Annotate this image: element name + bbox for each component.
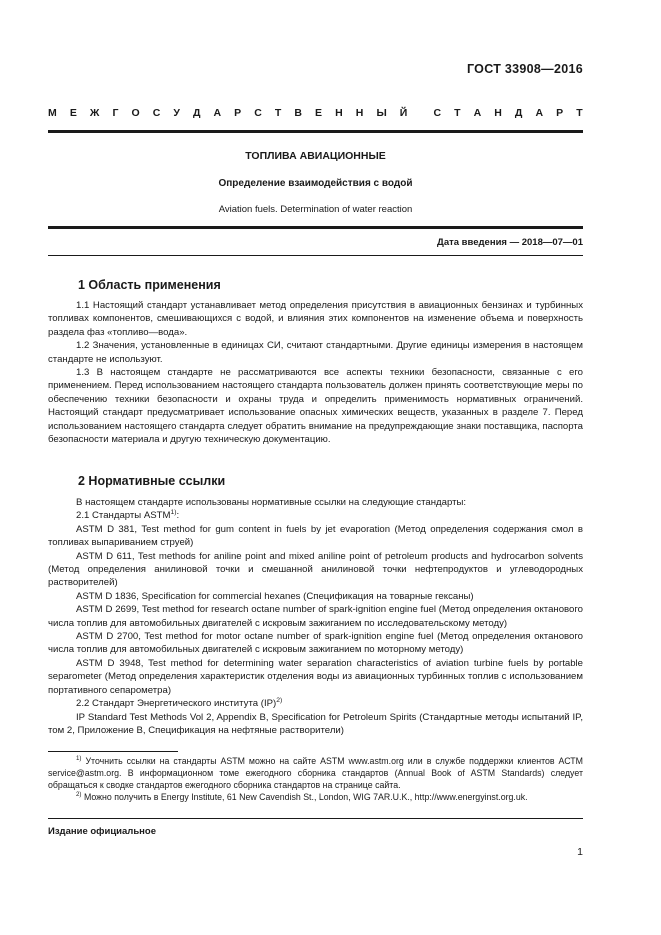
- section-2-intro: В настоящем стандарте использованы нормативные ссылки на следующие стандарты:: [76, 497, 467, 508]
- standard-number: ГОСТ 33908—2016: [466, 62, 583, 76]
- section-1-body: [48, 299, 583, 446]
- interstate-letter: Д: [192, 107, 201, 119]
- footnotes: [48, 755, 583, 803]
- reference-item: IP Standard Test Methods Vol 2, Appendix B, Specification for Petroleum Spirits (Стандартные методы испытаний IP, том 2, Приложение В, Спецификация на нефтяные растворители): [48, 711, 583, 736]
- interstate-letter: Р: [556, 107, 564, 119]
- interstate-letter: Ж: [89, 107, 100, 119]
- paragraph-1-2: 1.2 Значения, установленные в единицах СИ, считают стандартными. Другие единицы измерения в настоящем стандарте не используют.: [48, 340, 583, 365]
- footnote-1: [48, 755, 583, 791]
- paragraph-1-3: 1.3 В настоящем стандарте не рассматриваются все аспекты техники безопасности, связанные с его применением. Перед использованием настоящего стандарта пользователь должен принять соответствующие меры по обеспечению техники безопасности и охраны труда и определить применимость нормативных ограничений. Настоящий стандарт предусматривает использование опасных химических веществ, указанных в разделе 7. Перед использованием настоящего стандарта следует обратить внимание на предупреждающие знаки поставщика, паспорта безопасности материала и другую техническую документацию.: [48, 367, 583, 446]
- reference-item: ASTM D 2699, Test method for research octane number of spark-ignition engine fuel (Метод определения октанового числа топлив для автомобильных двигателей с искровым зажиганием по исследовательскому методу): [48, 604, 583, 629]
- document-title: ТОПЛИВА АВИАЦИОННЫЕ: [245, 150, 386, 162]
- subsection-2-2: [48, 697, 583, 710]
- section-1-heading: 1 Область применения: [78, 278, 221, 292]
- interstate-letter: М: [48, 107, 57, 119]
- subsection-2-2-label: 2.2 Стандарт Энергетического института (IP): [76, 698, 277, 710]
- interstate-letter: Т: [576, 107, 583, 119]
- subsection-2-1: [48, 509, 583, 522]
- interstate-letter: Н: [335, 107, 343, 119]
- interstate-letter: С: [433, 107, 442, 119]
- interstate-letter: Е: [315, 107, 323, 119]
- interstate-letter: Т: [454, 107, 461, 119]
- reference-item: ASTM D 1836, Specification for commercial hexanes (Спецификация на товарные гексаны): [76, 590, 474, 602]
- effective-date: Дата введения — 2018—07—01: [437, 237, 583, 248]
- footnote-mark: 1): [76, 755, 82, 763]
- footnote-ref-2: 2): [276, 696, 283, 704]
- interstate-letter: Г: [112, 107, 119, 119]
- interstate-letter: А: [473, 107, 482, 119]
- interstate-letter: С: [254, 107, 262, 119]
- subsection-2-1-tail: :: [176, 510, 180, 522]
- reference-item: ASTM D 2700, Test method for motor octane number of spark-ignition engine fuel (Метод определения октанового числа топлив для автомобильных двигателей с искровым зажиганием по моторному методу): [48, 631, 583, 656]
- interstate-letter: А: [535, 107, 544, 119]
- reference-item: ASTM D 3948, Test method for determining water separation characteristics of aviation turbine fuels by portable separometer (Метод определения характеристик отделения воды из авиационных турбинных топлив с использованием портативного сепарометра): [48, 657, 583, 696]
- subsection-2-1-label: 2.1 Стандарты ASTM: [76, 510, 171, 522]
- interstate-letter: С: [152, 107, 161, 119]
- footnote-separator: [48, 751, 178, 752]
- interstate-letter: Д: [514, 107, 523, 119]
- interstate-letter: В: [294, 107, 302, 119]
- footnote-text: Можно получить в Energy Institute, 61 New Cavendish St., London, WIG 7AR.U.K., http://www.energyinst.org.uk.: [83, 792, 528, 802]
- interstate-letter: Р: [234, 107, 242, 119]
- reference-item: ASTM D 611, Test methods for aniline point and mixed aniline point of petroleum products and hydrocarbon solvents (Метод определения анилиновой точки и смешанной анилиновой точки нефтепродуктов и углеводородных растворителей): [48, 550, 583, 589]
- footnote-2: [48, 791, 583, 803]
- interstate-letter: Т: [274, 107, 282, 119]
- interstate-letter: А: [213, 107, 222, 119]
- title-rule: [48, 226, 583, 229]
- date-rule: [48, 255, 583, 256]
- page-number: 1: [577, 846, 583, 858]
- edition-label: Издание официальное: [48, 826, 156, 837]
- interstate-letter: Ы: [376, 107, 387, 119]
- footnote-text: Уточнить ссылки на стандарты ASTM можно на сайте ASTM www.astm.org или в службе поддержки клиентов АСТМ service@astm.org. В информационном томе ежегодного сборника стандартов (Annual Book of ASTM Standards) следует обращаться к сводке стандартов ежегодного сборника стандартов на странице сайта.: [48, 756, 583, 790]
- paragraph-1-1: 1.1 Настоящий стандарт устанавливает метод определения присутствия в авиационных бензинах и турбинных топливах компонентов, смешивающихся с водой, и влияния этих компонентов на изменение объема и поверхность раздела фаз «топливо—вода».: [48, 300, 583, 338]
- section-2-heading: 2 Нормативные ссылки: [78, 474, 226, 488]
- footer-rule: [48, 818, 583, 819]
- reference-item: ASTM D 381, Test method for gum content in fuels by jet evaporation (Метод определения содержания смол в топливах выпариванием струей): [48, 523, 583, 549]
- interstate-letter: У: [173, 107, 180, 119]
- header-rule: [48, 130, 583, 133]
- interstate-standard-heading: [48, 107, 583, 119]
- interstate-letter: Е: [69, 107, 77, 119]
- interstate-letter: Н: [494, 107, 502, 119]
- section-2-body: [48, 496, 583, 737]
- interstate-letter: Н: [355, 107, 364, 119]
- interstate-letter: О: [131, 107, 140, 119]
- footnote-ref-1: 1): [170, 509, 177, 517]
- english-title: Aviation fuels. Determination of water reaction: [218, 204, 413, 215]
- footnote-mark: 2): [76, 791, 82, 799]
- interstate-letter: Й: [399, 107, 408, 119]
- document-subtitle: Определение взаимодействия с водой: [218, 178, 413, 189]
